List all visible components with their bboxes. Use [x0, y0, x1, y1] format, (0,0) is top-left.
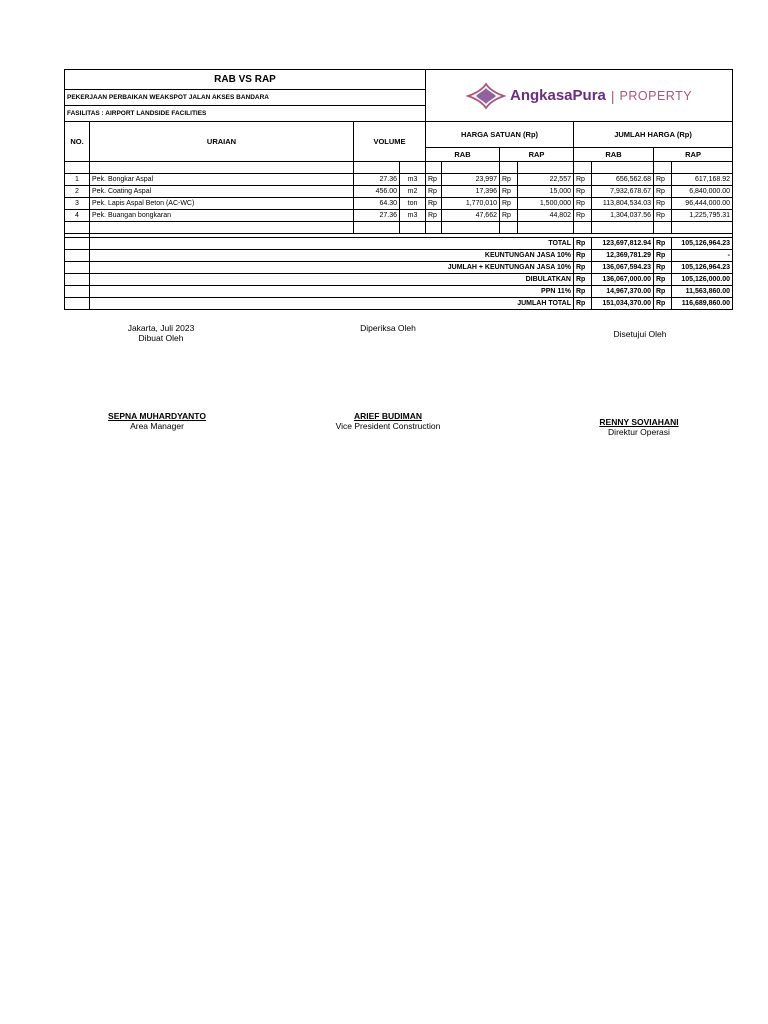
currency-label: Rp	[574, 262, 592, 274]
currency-label: Rp	[654, 274, 672, 286]
currency-label: Rp	[654, 210, 672, 222]
currency-label: Rp	[574, 186, 592, 198]
col-header-volume: VOLUME	[354, 122, 426, 162]
item-description: Pek. Coating Aspal	[90, 186, 354, 198]
summary-label: PPN 11%	[90, 286, 574, 298]
item-description: Pek. Bongkar Aspal	[90, 174, 354, 186]
unit-price-rab: 1,770,010	[442, 198, 500, 210]
summary-rap-value: 105,126,000.00	[672, 274, 733, 286]
total-price-rap: 1,225,795.31	[672, 210, 733, 222]
unit-price-rab: 17,396	[442, 186, 500, 198]
approved-by-name: RENNY SOVIAHANI	[599, 417, 679, 427]
currency-label: Rp	[500, 174, 518, 186]
summary-rab-value: 123,697,812.94	[592, 238, 654, 250]
unit-price-rap: 1,500,000	[518, 198, 574, 210]
signature-block-approved-by	[585, 329, 695, 339]
checked-by-name: ARIEF BUDIMAN	[354, 411, 422, 421]
item-unit: m3	[400, 210, 426, 222]
summary-row	[65, 298, 733, 310]
currency-label: Rp	[574, 198, 592, 210]
item-description: Pek. Lapis Aspal Beton (AC-WC)	[90, 198, 354, 210]
col-header-hs-rap: RAP	[500, 148, 574, 162]
company-logo	[426, 70, 733, 122]
currency-label: Rp	[574, 174, 592, 186]
item-no: 4	[65, 210, 90, 222]
currency-label: Rp	[654, 262, 672, 274]
currency-label: Rp	[654, 174, 672, 186]
item-volume: 27.36	[354, 210, 400, 222]
currency-label: Rp	[654, 298, 672, 310]
summary-row	[65, 262, 733, 274]
facility-name: FASILITAS : AIRPORT LANDSIDE FACILITIES	[65, 106, 426, 122]
summary-table	[64, 237, 733, 310]
currency-label: Rp	[574, 286, 592, 298]
logo-brand-text: AngkasaPura	[510, 86, 606, 104]
spacer-row	[65, 222, 733, 234]
currency-label: Rp	[500, 186, 518, 198]
unit-price-rap: 44,802	[518, 210, 574, 222]
total-price-rab: 7,932,678.67	[592, 186, 654, 198]
signature-block-checked-by	[330, 323, 446, 333]
rab-rap-sheet	[64, 69, 732, 238]
total-price-rab: 656,562.68	[592, 174, 654, 186]
approved-by-signatory	[574, 417, 704, 437]
table-row	[65, 198, 733, 210]
currency-label: Rp	[426, 210, 442, 222]
item-unit: m2	[400, 186, 426, 198]
signature-block-made-by	[106, 323, 216, 343]
summary-row	[65, 274, 733, 286]
summary-label: JUMLAH TOTAL	[90, 298, 574, 310]
summary-row	[65, 286, 733, 298]
total-price-rab: 113,804,534.03	[592, 198, 654, 210]
document-title: RAB VS RAP	[65, 70, 426, 90]
logo-separator: |	[610, 87, 615, 104]
item-description: Pek. Buangan bongkaran	[90, 210, 354, 222]
approved-by-title: Direktur Operasi	[608, 427, 670, 437]
total-price-rap: 6,840,000.00	[672, 186, 733, 198]
rab-rap-table	[64, 69, 733, 238]
currency-label: Rp	[574, 210, 592, 222]
currency-label: Rp	[574, 250, 592, 262]
summary-rap-value: -	[672, 250, 733, 262]
currency-label: Rp	[654, 186, 672, 198]
item-no: 2	[65, 186, 90, 198]
col-header-jh-rab: RAB	[574, 148, 654, 162]
angkasa-pura-emblem-icon	[466, 82, 506, 110]
checked-by-signatory	[308, 411, 468, 431]
unit-price-rab: 47,662	[442, 210, 500, 222]
currency-label: Rp	[426, 186, 442, 198]
summary-row	[65, 238, 733, 250]
made-by-title: Area Manager	[130, 421, 184, 431]
item-no: 3	[65, 198, 90, 210]
currency-label: Rp	[574, 238, 592, 250]
summary-rab-value: 14,967,370.00	[592, 286, 654, 298]
table-row	[65, 210, 733, 222]
checked-by-title: Vice President Construction	[335, 421, 441, 431]
summary-label: JUMLAH + KEUNTUNGAN JASA 10%	[90, 262, 574, 274]
item-unit: m3	[400, 174, 426, 186]
currency-label: Rp	[500, 210, 518, 222]
summary-block	[64, 237, 732, 310]
currency-label: Rp	[574, 274, 592, 286]
summary-label: DIBULATKAN	[90, 274, 574, 286]
col-header-uraian: URAIAN	[90, 122, 354, 162]
item-volume: 64.30	[354, 198, 400, 210]
summary-rap-value: 116,689,860.00	[672, 298, 733, 310]
col-header-hs-rab: RAB	[426, 148, 500, 162]
total-price-rap: 617,168.92	[672, 174, 733, 186]
item-no: 1	[65, 174, 90, 186]
table-row	[65, 174, 733, 186]
made-by-label: Dibuat Oleh	[138, 333, 184, 343]
logo-division-text: PROPERTY	[619, 88, 693, 103]
col-header-jh-rap: RAP	[654, 148, 733, 162]
item-unit: ton	[400, 198, 426, 210]
item-volume: 456.00	[354, 186, 400, 198]
summary-rab-value: 12,369,781.29	[592, 250, 654, 262]
made-by-name: SEPNA MUHARDYANTO	[108, 411, 206, 421]
unit-price-rap: 15,000	[518, 186, 574, 198]
currency-label: Rp	[426, 174, 442, 186]
summary-rab-value: 136,067,000.00	[592, 274, 654, 286]
summary-rap-value: 11,563,860.00	[672, 286, 733, 298]
table-row	[65, 186, 733, 198]
total-price-rap: 96,444,000.00	[672, 198, 733, 210]
summary-label: TOTAL	[90, 238, 574, 250]
currency-label: Rp	[654, 198, 672, 210]
currency-label: Rp	[654, 238, 672, 250]
spacer-row	[65, 162, 733, 174]
summary-rap-value: 105,126,964.23	[672, 262, 733, 274]
place-date: Jakarta, Juli 2023	[127, 323, 195, 333]
summary-label: KEUNTUNGAN JASA 10%	[90, 250, 574, 262]
summary-row	[65, 250, 733, 262]
currency-label: Rp	[654, 250, 672, 262]
currency-label: Rp	[574, 298, 592, 310]
project-name: PEKERJAAN PERBAIKAN WEAKSPOT JALAN AKSES BANDARA	[65, 90, 426, 106]
col-header-harga-satuan: HARGA SATUAN (Rp)	[426, 122, 574, 148]
made-by-signatory	[92, 411, 222, 431]
unit-price-rap: 22,557	[518, 174, 574, 186]
summary-rab-value: 136,067,594.23	[592, 262, 654, 274]
currency-label: Rp	[654, 286, 672, 298]
currency-label: Rp	[426, 198, 442, 210]
summary-rab-value: 151,034,370.00	[592, 298, 654, 310]
unit-price-rab: 23,997	[442, 174, 500, 186]
item-volume: 27.36	[354, 174, 400, 186]
currency-label: Rp	[500, 198, 518, 210]
total-price-rab: 1,304,037.56	[592, 210, 654, 222]
col-header-no: NO.	[65, 122, 90, 162]
summary-rap-value: 105,126,964.23	[672, 238, 733, 250]
approved-by-label: Disetujui Oleh	[613, 329, 667, 339]
checked-by-label: Diperiksa Oleh	[360, 323, 416, 333]
col-header-jumlah-harga: JUMLAH HARGA (Rp)	[574, 122, 733, 148]
